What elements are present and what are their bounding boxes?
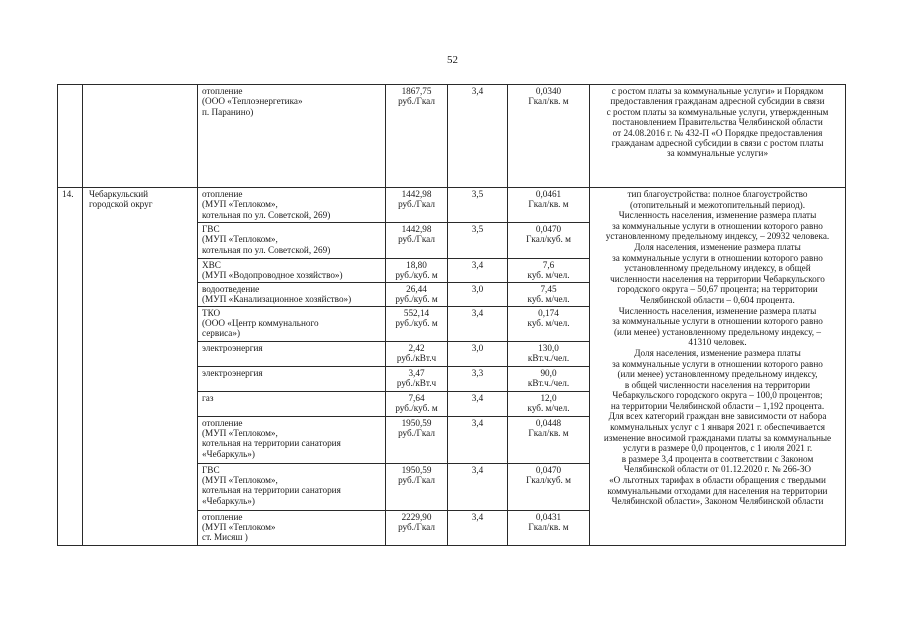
norm-cell: 7,6 куб. м/чел. — [508, 259, 590, 283]
index-cell: 3,4 — [448, 510, 508, 545]
service-cell: газ — [198, 391, 386, 416]
service-cell: электроэнергия — [198, 366, 386, 391]
table-row — [58, 85, 846, 188]
service-cell: электроэнергия — [198, 341, 386, 366]
index-cell: 3,4 — [448, 463, 508, 510]
norm-cell: 0,0470 Гкал/куб. м — [508, 463, 590, 510]
norm-cell: 0,0461 Гкал/кв. м — [508, 188, 590, 223]
norm-cell: 0,0340 Гкал/кв. м — [508, 85, 590, 188]
tariff-cell: 1950,59 руб./Гкал — [386, 463, 448, 510]
norm-cell: 90,0 кВт.ч./чел. — [508, 366, 590, 391]
service-cell: ГВС (МУП «Теплоком», котельная на территории санатория «Чебаркуль») — [198, 463, 386, 510]
page-number: 52 — [447, 54, 458, 66]
table-row — [58, 188, 846, 223]
note-cell: тип благоустройства: полное благоустройство (отопительный и межотопительный период). Численность населения, изменение размера платы за коммунальные услуги в отношении которого равно установленному предельному индексу, – 20932 человека. Доля населения, изменение размера платы за коммунальные услуги в отношении которого равно установленному предельному индексу, в общей численности населения на территории Чебаркульского городского округа – 50,67 процента; на территории Челябинской области – 0,604 процента. Численность населения, изменение размера платы за коммунальные услуги в отношении которого равно (или менее) установленному предельному индексу, – 41310 человек. Доля населения, изменение размера платы за коммунальные услуги в отношении которого равно (или менее) установленному предельному индексу, в общей численности населения на территории Чебаркульского городского округа – 100,0 процентов; на территории Челябинской области – 1,192 процента. Для всех категорий граждан вне зависимости от набора коммунальных услуг с 1 января 2021 г. обеспечивается изменение вносимой гражданами платы за коммунальные услуги в размере 0,0 процентов, с 1 июля 2021 г. в размере 3,4 процента в соответствии с Законом Челябинской области от 01.12.2020 г. № 266-ЗО «О льготных тарифах в области обращения с твердыми коммунальными отходами для населения на территории Челябинской области», Законом Челябинской области — [590, 188, 846, 546]
row-number-cell: 14. — [58, 188, 83, 546]
index-cell: 3,4 — [448, 306, 508, 341]
tariff-cell: 2229,90 руб./Гкал — [386, 510, 448, 545]
service-cell: ХВС (МУП «Водопроводное хозяйство») — [198, 259, 386, 283]
norm-cell: 12,0 куб. м/чел. — [508, 391, 590, 416]
index-cell: 3,4 — [448, 391, 508, 416]
tariff-cell: 18,80 руб./куб. м — [386, 259, 448, 283]
tariff-cell: 552,14 руб./куб. м — [386, 306, 448, 341]
tariff-table — [57, 84, 846, 546]
service-cell: отопление (ООО «Теплоэнергетика» п. Паранино) — [198, 85, 386, 188]
index-cell: 3,5 — [448, 223, 508, 259]
index-cell: 3,0 — [448, 282, 508, 306]
index-cell: 3,4 — [448, 416, 508, 463]
norm-cell: 130,0 кВт.ч./чел. — [508, 341, 590, 366]
row-number-cell — [58, 85, 83, 188]
index-cell: 3,4 — [448, 259, 508, 283]
index-cell: 3,3 — [448, 366, 508, 391]
service-cell: ТКО (ООО «Центр коммунального сервиса») — [198, 306, 386, 341]
tariff-cell: 26,44 руб./куб. м — [386, 282, 448, 306]
service-cell: водоотведение (МУП «Канализационное хозяйство») — [198, 282, 386, 306]
municipality-cell: Чебаркульский городской округ — [83, 188, 198, 546]
norm-cell: 0,0431 Гкал/кв. м — [508, 510, 590, 545]
service-cell: ГВС (МУП «Теплоком», котельная по ул. Советской, 269) — [198, 223, 386, 259]
tariff-cell: 1950,59 руб./Гкал — [386, 416, 448, 463]
tariff-cell: 2,42 руб./кВт.ч — [386, 341, 448, 366]
service-cell: отопление (МУП «Теплоком» ст. Мисяш ) — [198, 510, 386, 545]
index-cell: 3,4 — [448, 85, 508, 188]
tariff-cell: 1442,98 руб./Гкал — [386, 223, 448, 259]
index-cell: 3,0 — [448, 341, 508, 366]
municipality-cell — [83, 85, 198, 188]
norm-cell: 7,45 куб. м/чел. — [508, 282, 590, 306]
service-cell: отопление (МУП «Теплоком», котельная по ул. Советской, 269) — [198, 188, 386, 223]
note-cell: с ростом платы за коммунальные услуги» и Порядком предоставления гражданам адресной субсидии в связи с ростом платы за коммунальные услуги, утвержденным постановлением Правительства Челябинской области от 24.08.2016 г. № 432-П «О Порядке предоставления гражданам адресной субсидии в связи с ростом платы за коммунальные услуги» — [590, 85, 846, 188]
service-cell: отопление (МУП «Теплоком», котельная на территории санатория «Чебаркуль») — [198, 416, 386, 463]
tariff-cell: 1867,75 руб./Гкал — [386, 85, 448, 188]
tariff-cell: 3,47 руб./кВт.ч — [386, 366, 448, 391]
norm-cell: 0,174 куб. м/чел. — [508, 306, 590, 341]
norm-cell: 0,0448 Гкал/кв. м — [508, 416, 590, 463]
tariff-cell: 1442,98 руб./Гкал — [386, 188, 448, 223]
index-cell: 3,5 — [448, 188, 508, 223]
norm-cell: 0,0470 Гкал/куб. м — [508, 223, 590, 259]
tariff-cell: 7,64 руб./куб. м — [386, 391, 448, 416]
